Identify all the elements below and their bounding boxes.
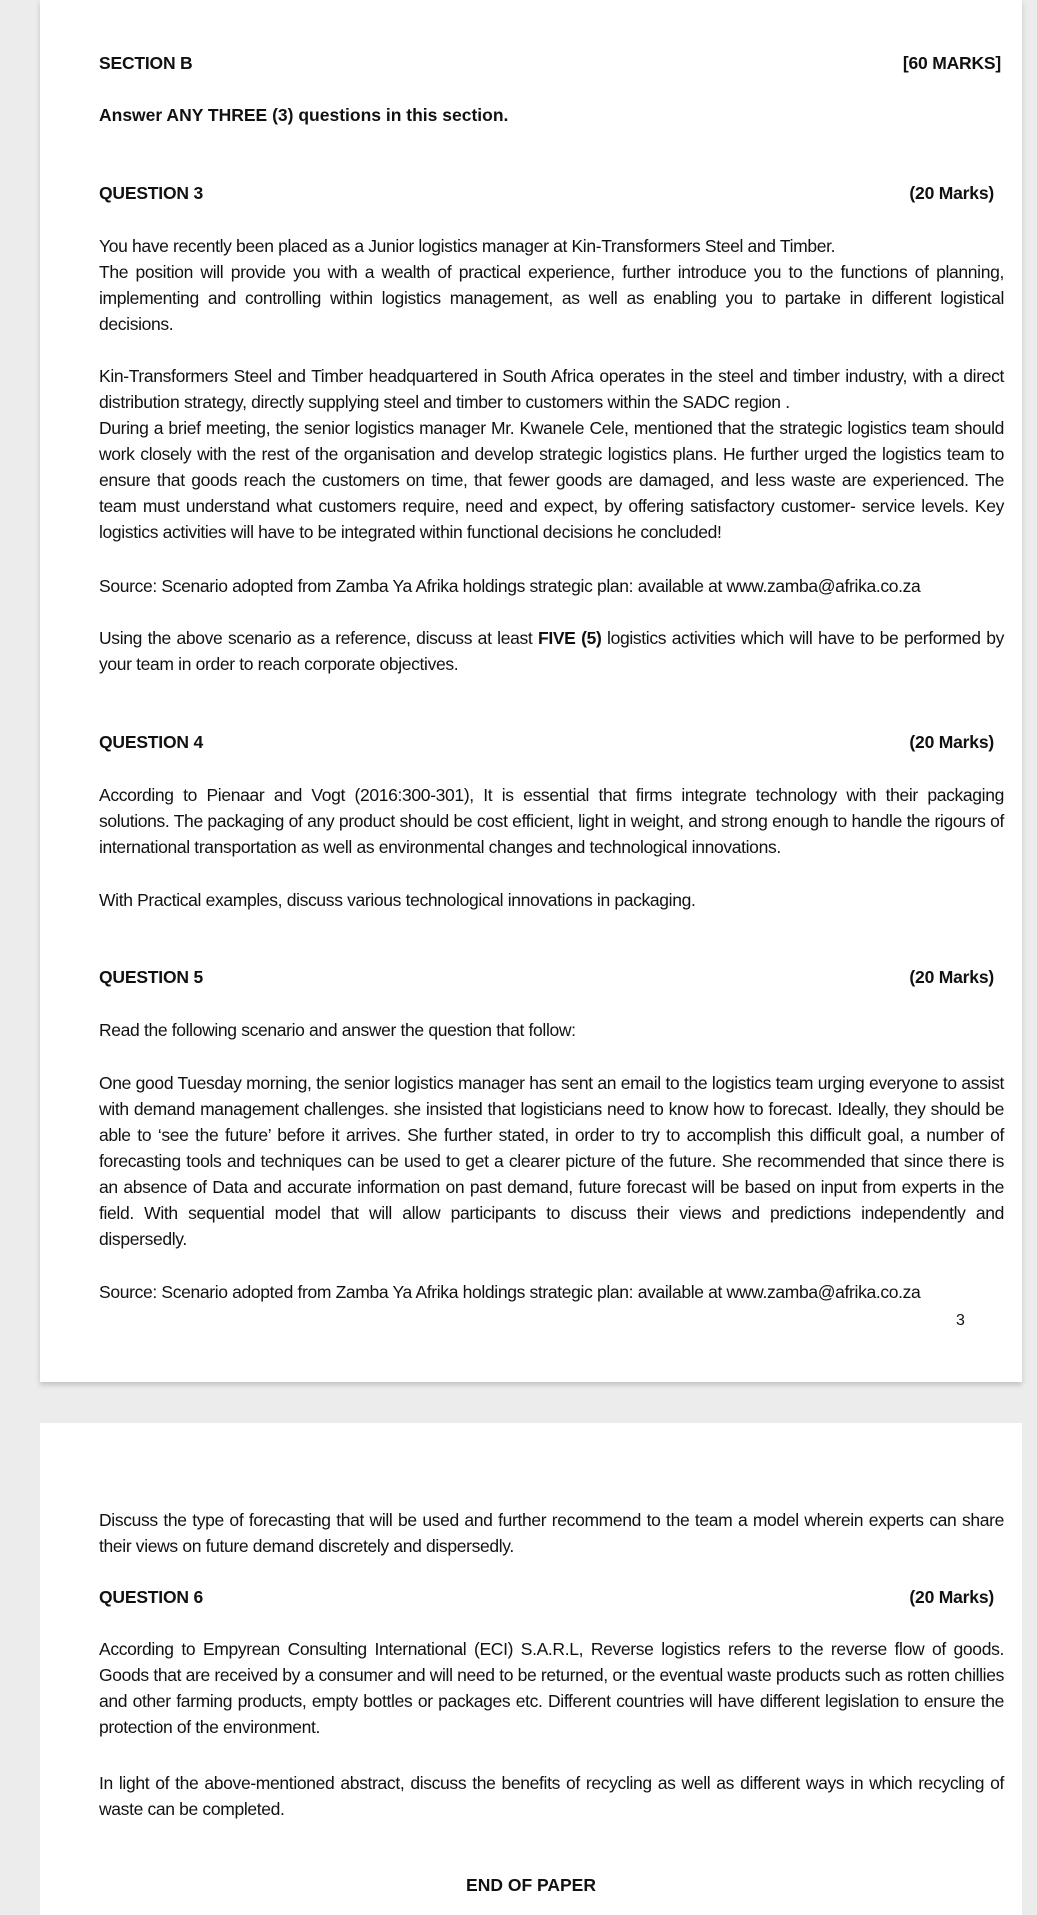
question-5-task: Discuss the type of forecasting that will be used and further recommend to the team a model wherein experts can share their views on future demand discretely and dispersedly.: [99, 1510, 1004, 1556]
question-3-marks: (20 Marks): [909, 183, 994, 203]
section-title: SECTION B: [99, 53, 193, 73]
question-6-marks: (20 Marks): [909, 1587, 994, 1607]
question-3-task-text-after: logistics activities which will have to be performed by your team in order to reach corporate objectives.: [99, 628, 1004, 674]
exam-page-1: [40, 0, 1022, 1382]
question-3-paragraph-1-line-1: You have recently been placed as a Junior logistics manager at Kin-Transformers Steel and Timber.: [99, 236, 836, 256]
end-of-paper: END OF PAPER: [466, 1875, 596, 1895]
question-4-title: QUESTION 4: [99, 732, 203, 752]
question-6-paragraph: According to Empyrean Consulting International (ECI) S.A.R.L, Reverse logistics refers to the reverse flow of goods. Goods that are received by a consumer and will need to be returned, or the eventual waste products such as rotten chillies and other farming products, empty bottles or packages etc. Different countries will have different legislation to ensure the protection of the environment.: [99, 1639, 1004, 1737]
question-4-paragraph: According to Pienaar and Vogt (2016:300-301), It is essential that firms integrate technology with their packaging solutions. The packaging of any product should be cost efficient, light in weight, and strong enough to handle the rigours of international transportation as well as environmental changes and technological innovations.: [99, 785, 1004, 857]
question-3-paragraph-1-line-2: The position will provide you with a wealth of practical experience, further introduce you to the functions of planning, implementing and controlling within logistics management, as well as enabling you to partake in different logistical decisions.: [99, 262, 1004, 334]
question-4-marks: (20 Marks): [909, 732, 994, 752]
question-5-header: [99, 966, 1004, 988]
question-5-marks: (20 Marks): [909, 967, 994, 987]
question-6-header: [99, 1586, 1004, 1608]
question-3-task-text-before: Using the above scenario as a reference, discuss at least: [99, 628, 538, 648]
question-3-source: Source: Scenario adopted from Zamba Ya Afrika holdings strategic plan: available at www.zamba@afrika.co.za: [99, 576, 921, 596]
question-3-title: QUESTION 3: [99, 183, 203, 203]
question-3-paragraph-3: During a brief meeting, the senior logistics manager Mr. Kwanele Cele, mentioned that the strategic logistics team should work closely with the rest of the organisation and develop strategic logistics plans. He further urged the logistics team to ensure that goods reach the customers on time, that fewer goods are damaged, and less waste are experienced. The team must understand what customers require, need and expect, by offering satisfactory customer- service levels. Key logistics activities will have to be integrated within functional decisions he concluded!: [99, 418, 1004, 542]
question-5-source: Source: Scenario adopted from Zamba Ya Afrika holdings strategic plan: available at www.zamba@afrika.co.za: [99, 1282, 921, 1302]
question-3-task: [99, 625, 1004, 677]
question-5-title: QUESTION 5: [99, 967, 203, 987]
question-5-intro: Read the following scenario and answer the question that follow:: [99, 1020, 576, 1040]
question-3-paragraph-1: [99, 233, 1004, 337]
question-5-paragraph: One good Tuesday morning, the senior logistics manager has sent an email to the logistics team urging everyone to assist with demand management challenges. she insisted that logisticians need to know how to forecast. Ideally, they should be able to ‘see the future’ before it arrives. She further stated, in order to try to accomplish this difficult goal, a number of forecasting tools and techniques can be used to get a clearer picture of the future. She recommended that since there is an absence of Data and accurate information on past demand, future forecast will be based on input from experts in the field. With sequential model that will allow participants to discuss their views and predictions independently and dispersedly.: [99, 1073, 1004, 1249]
question-4-header: [99, 731, 1004, 753]
question-4-task: With Practical examples, discuss various technological innovations in packaging.: [99, 890, 696, 910]
question-3-paragraph-2: Kin-Transformers Steel and Timber headquartered in South Africa operates in the steel and timber industry, with a direct distribution strategy, directly supplying steel and timber to customers within the SADC region .: [99, 366, 1004, 412]
section-header: [99, 52, 1004, 74]
section-marks: [60 MARKS]: [902, 53, 1001, 73]
page-number: 3: [956, 1312, 965, 1329]
question-3-task-emphasis: FIVE (5): [538, 628, 602, 648]
exam-page-2: [40, 1423, 1022, 1915]
question-6-task: In light of the above-mentioned abstract, discuss the benefits of recycling as well as different ways in which recycling of waste can be completed.: [99, 1773, 1004, 1819]
question-3-header: [99, 182, 1004, 204]
question-6-title: QUESTION 6: [99, 1587, 203, 1607]
section-instruction: Answer ANY THREE (3) questions in this section.: [99, 105, 509, 125]
